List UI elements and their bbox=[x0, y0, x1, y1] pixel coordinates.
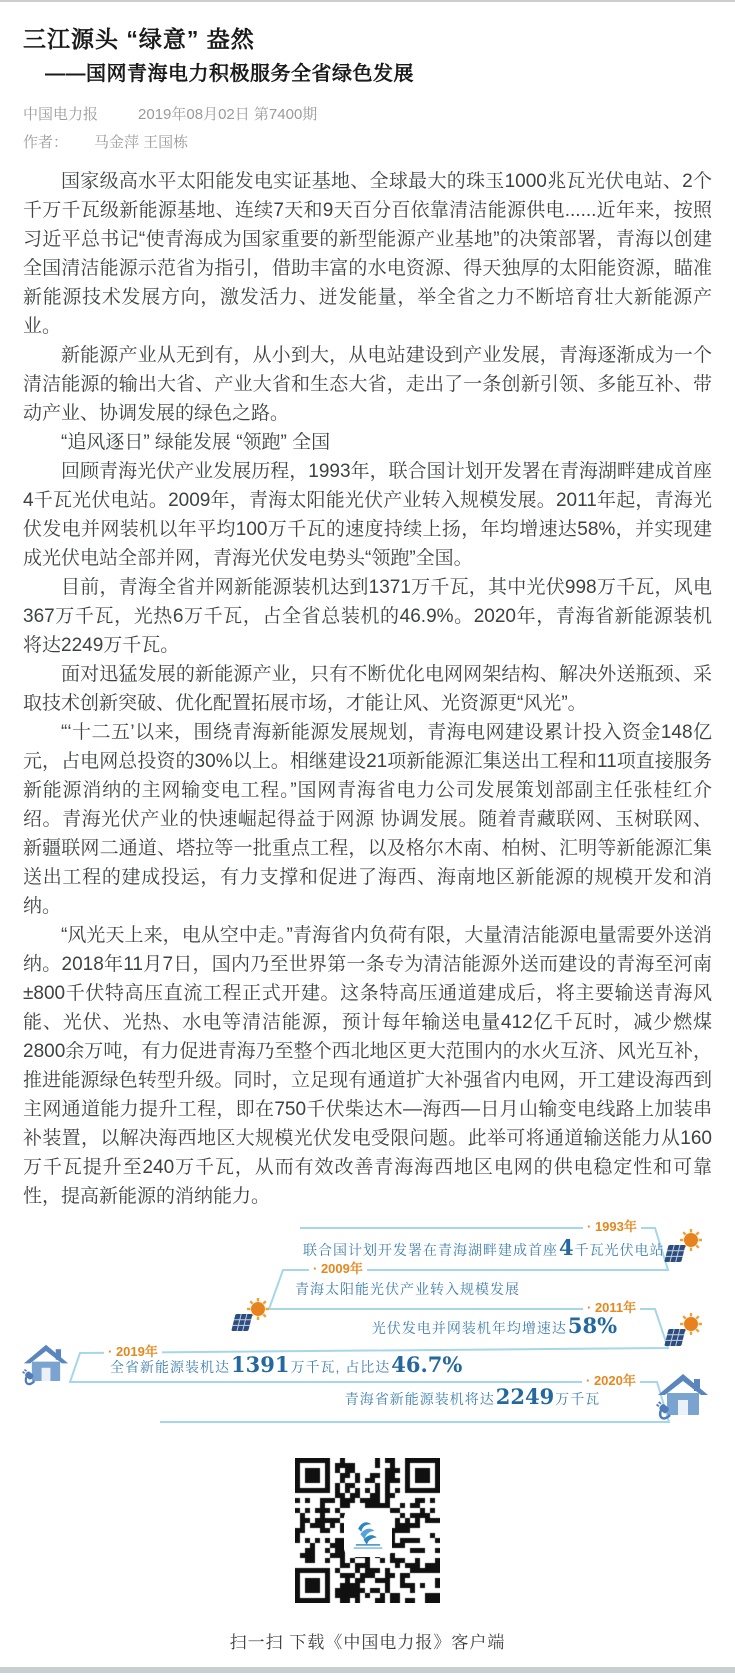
author-names: 马金萍 王国栋 bbox=[94, 134, 189, 151]
solar-panel-sun-icon bbox=[659, 1311, 709, 1353]
timeline-entry-2009 bbox=[295, 1279, 520, 1299]
paragraph: 国家级高水平太阳能发电实证基地、全球最大的珠玉1000兆瓦光伏电站、2个千万千瓦级新能源基地、连续7天和9天百分百依靠清洁能源供电......近年来，按照习近平总书记“使青海成为国家重要的新型能源产业基地”的决策部署，青海以创建全国清洁能源示范省为指引，借助丰富的水电资源、得天独厚的太阳能资源，瞄准新能源技术发展方向，激发活力、迸发能量，举全省之力不断培育壮大新能源产业。 bbox=[23, 171, 712, 337]
timeline-entry-text: 青海省新能源装机将达 bbox=[344, 1391, 495, 1407]
bottom-divider bbox=[0, 1667, 735, 1673]
article-meta bbox=[23, 103, 712, 124]
timeline-entry-2020 bbox=[300, 1384, 645, 1409]
timeline-entry-number: 2249 bbox=[495, 1384, 555, 1409]
timeline-entry-number: 46.7% bbox=[391, 1352, 463, 1377]
timeline-entry-number: 1391 bbox=[231, 1352, 290, 1377]
top-divider bbox=[0, 0, 735, 2]
timeline-entry-1993 bbox=[303, 1235, 665, 1260]
timeline-infographic bbox=[0, 1219, 735, 1436]
paragraph: 回顾青海光伏产业发展历程，1993年，联合国计划开发署在青海湖畔建成首座4千瓦光伏电站。2009年，青海太阳能光伏产业转入规模发展。2011年起，青海光伏发电并网装机以年平均100万千瓦的速度持续上扬，年均增速达58%，并实现建成光伏电站全部并网，青海光伏发电势头“领跑”全国。 bbox=[23, 461, 712, 569]
timeline-entry-text: 青海太阳能光伏产业转入规模发展 bbox=[295, 1281, 520, 1297]
timeline-year-2019: · 2019年 bbox=[104, 1344, 162, 1360]
timeline-entry-2019 bbox=[110, 1352, 463, 1377]
house-plug-icon bbox=[656, 1372, 710, 1424]
article-body bbox=[23, 167, 712, 1211]
paragraph: 面对迅猛发展的新能源产业，只有不断优化电网网架结构、解决外送瓶颈、采取技术创新突破、优化配置拓展市场，才能让风、光资源更“风光”。 bbox=[23, 664, 712, 714]
article-page bbox=[0, 26, 735, 1211]
article-byline bbox=[23, 131, 712, 152]
newspaper-wave-logo-icon bbox=[346, 1511, 390, 1555]
timeline-year-2009: · 2009年 bbox=[309, 1261, 367, 1277]
timeline-entry-text: 全省新能源装机达 bbox=[110, 1359, 230, 1375]
solar-panel-sun-icon bbox=[226, 1296, 276, 1338]
timeline-year-2020: · 2020年 bbox=[582, 1373, 640, 1389]
timeline-entry-text: 万千瓦, 占比达 bbox=[290, 1359, 391, 1375]
house-plug-icon bbox=[22, 1343, 70, 1389]
solar-panel-sun-icon bbox=[659, 1227, 709, 1269]
timeline-entry-text: 光伏发电并网装机年均增速达 bbox=[371, 1320, 567, 1336]
timeline-entry-2011 bbox=[345, 1313, 645, 1338]
paragraph: “‘十二五’以来，围绕青海新能源发展规划，青海电网建设累计投入资金148亿元，占电网总投资的30%以上。相继建设21项新能源汇集送出工程和11项直接服务新能源消纳的主网输变电工程。”国网青海省电力公司发展策划部副主任张桂红介绍。青海光伏产业的快速崛起得益于网源 协调发展。随着青藏联网、玉树联网、新疆联网二通道、塔拉等一批重点工程，以及格尔木南、柏树、汇明等新能源汇集送出工程的建成投运，有力支撑和促进了海西、海南地区新能源的规模开发和消纳。 bbox=[23, 722, 712, 917]
qr-caption: 扫一扫 下载《中国电力报》客户端 bbox=[229, 1633, 506, 1652]
timeline-year-2011: · 2011年 bbox=[583, 1300, 640, 1316]
source-name: 中国电力报 bbox=[23, 106, 99, 123]
timeline-entry-text: 千瓦光伏电站 bbox=[574, 1242, 665, 1258]
paragraph: 目前，青海全省并网新能源装机达到1371万千瓦，其中光伏998万千瓦，风电367万千瓦，光热6万千瓦，占全省总装机的46.9%。2020年，青海省新能源装机将达2249万千瓦。 bbox=[23, 577, 712, 656]
timeline-entry-text: 万千瓦 bbox=[555, 1391, 601, 1407]
qr-logo bbox=[346, 1511, 390, 1555]
article-title: 三江源头 “绿意” 盎然 bbox=[23, 26, 255, 52]
author-label: 作者： bbox=[23, 134, 69, 151]
timeline-entry-number: 58% bbox=[567, 1313, 618, 1338]
paragraph: “追风逐日” 绿能发展 “领跑” 全国 bbox=[61, 432, 331, 453]
timeline-entry-number: 4 bbox=[559, 1235, 574, 1260]
qr-code bbox=[293, 1458, 443, 1608]
publish-date-issue: 2019年08月02日 第7400期 bbox=[138, 106, 318, 123]
article-subtitle: ——国网青海电力积极服务全省绿色发展 bbox=[45, 63, 414, 85]
paragraph: “风光天上来，电从空中走。”青海省内负荷有限，大量清洁能源电量需要外送消纳。2018年11月7日，国内乃至世界第一条专为清洁能源外送而建设的青海至河南±800千伏特高压直流工程正式开建。这条特高压通道建成后，将主要输送青海风能、光伏、光热、水电等清洁能源，预计每年输送电量412亿千瓦时，减少燃煤2800余万吨，有力促进青海乃至整个西北地区更大范围内的水火互济、风光互补，推进能源绿色转型升级。同时，立足现有通道扩大补强省内电网，开工建设海西到主网通道能力提升工程，即在750千伏柴达木—海西—日月山输变电线路上加装串补装置，以解决海西地区大规模光伏发电受限问题。此举可将通道输送能力从160万千瓦提升至240万千瓦，从而有效改善青海海西地区电网的供电稳定性和可靠性，提高新能源的消纳能力。 bbox=[23, 925, 712, 1207]
paragraph: 新能源产业从无到有，从小到大，从电站建设到产业发展，青海逐渐成为一个清洁能源的输出大省、产业大省和生态大省，走出了一条创新引领、多能互补、带动产业、协调发展的绿色之路。 bbox=[23, 345, 712, 424]
timeline-entry-text: 联合国计划开发署在青海湖畔建成首座 bbox=[303, 1242, 558, 1258]
timeline-year-1993: · 1993年 bbox=[583, 1219, 641, 1235]
